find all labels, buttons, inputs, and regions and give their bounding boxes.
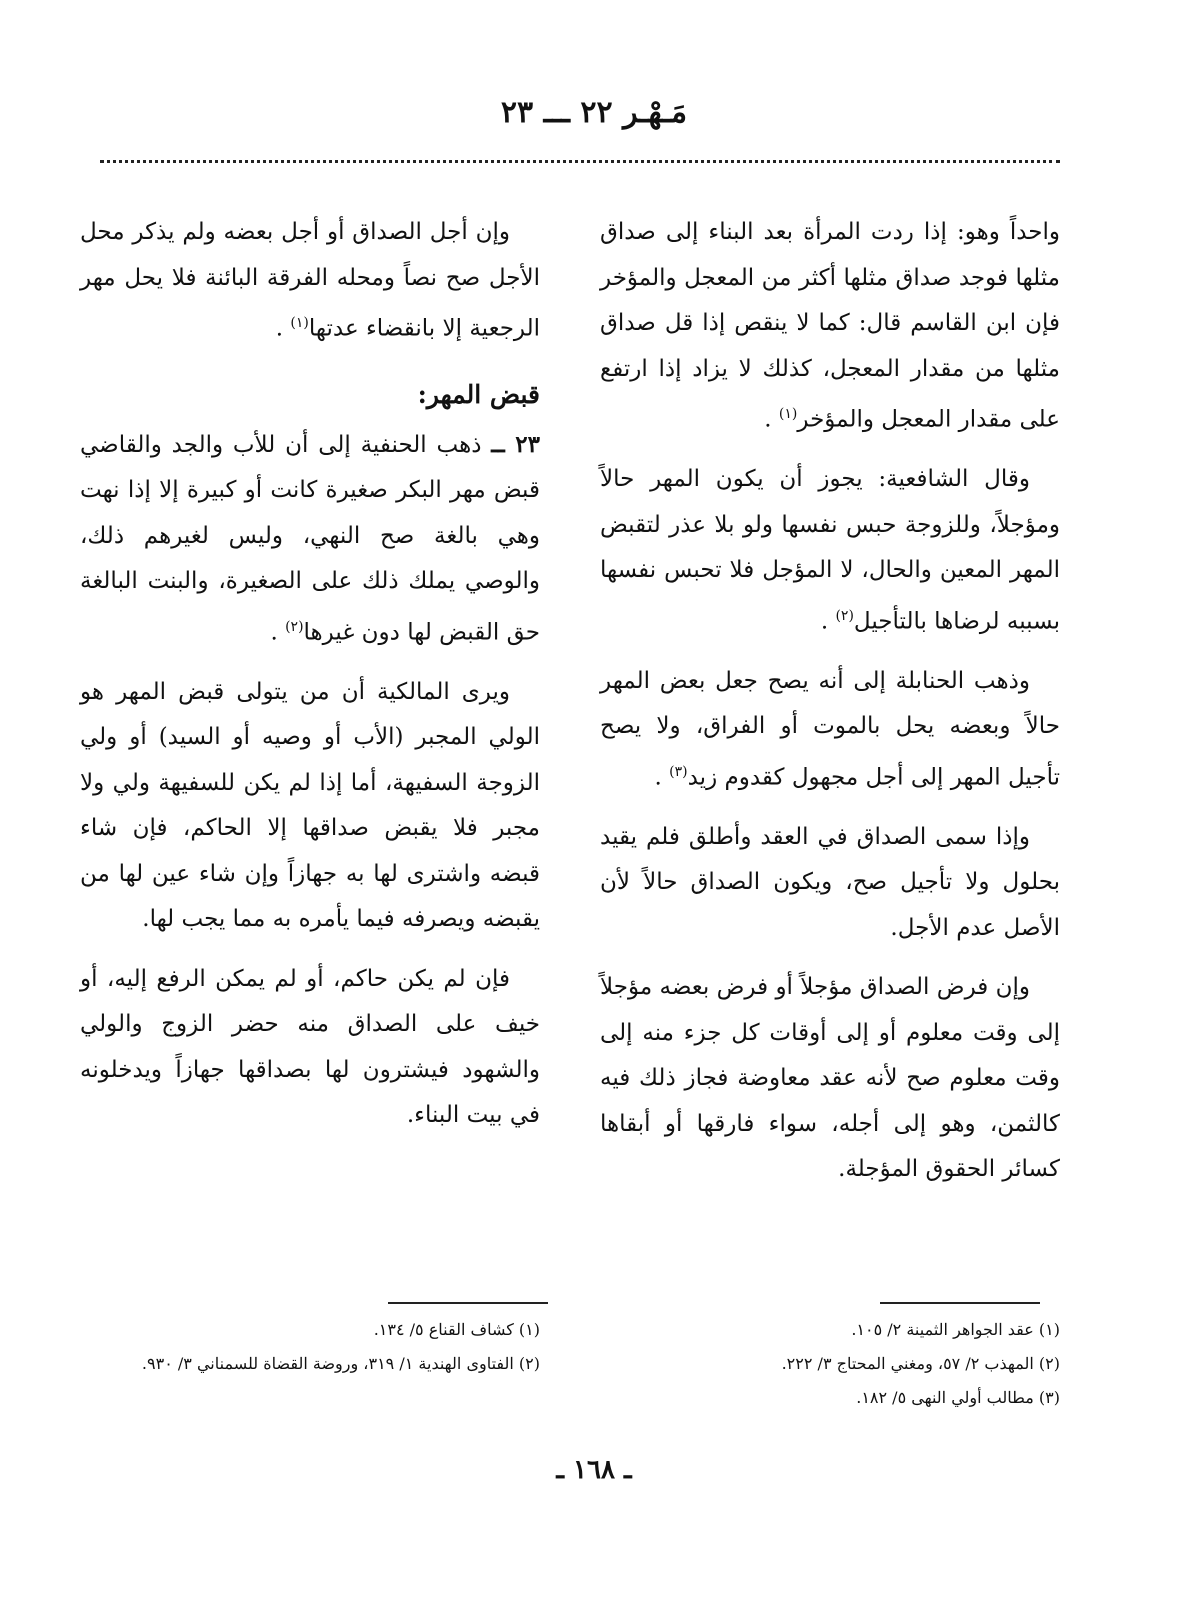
footnote-item: (٢) الفتاوى الهندية ١/ ٣١٩، وروضة القضاة للسمناني ٣/ ٩٣٠. — [141, 1354, 540, 1373]
paragraph-text: ذهب الحنفية إلى أن للأب والجد والقاضي قبض مهر البكر صغيرة كانت أو كبيرة إلا إذا نهت وهي بالغة صح النهي، وليس لغيرهم ذلك، والوصي يملك ذلك على الصغيرة، والبنت البالغة حق القبض لها دون غيرها — [80, 431, 540, 646]
paragraph: ٢٣ ــ ذهب الحنفية إلى أن للأب والجد والقاضي قبض مهر البكر صغيرة كانت أو كبيرة إلا إذا نهت وهي بالغة صح النهي، وليس لغيرهم ذلك، والوصي يملك ذلك على الصغيرة، والبنت البالغة حق القبض لها دون غيرها$^{(٢)}$ . — [80, 430, 541, 646]
page-header — [0, 95, 1188, 130]
paragraph: وإن أجل الصداق أو أجل بعضه ولم يذكر محل الأجل صح نصاً ومحله الفرقة البائنة فلا يحل مهر الرجعية إلا بانقضاء عدتها$^{(١)}$ . — [80, 219, 540, 342]
paragraph-text: وإن أجل الصداق أو أجل بعضه ولم يذكر محل الأجل صح نصاً ومحله الفرقة البائنة فلا يحل مهر الرجعية إلا بانقضاء عدتها — [80, 219, 540, 342]
paragraph: وذهب الحنابلة إلى أنه يصح جعل بعض المهر حالاً وبعضه يحل بالموت أو الفراق، ولا يصح تأجيل المهر إلى أجل مجهول كقدوم زيد$^{(٣)}$ . — [600, 667, 1060, 791]
page-number: ـ ١٦٨ ـ — [556, 1455, 632, 1485]
footnotes-left — [80, 1315, 540, 1383]
footnote-item: (١) كشاف القناع ٥/ ١٣٤. — [373, 1320, 540, 1339]
paragraph: وقال الشافعية: يجوز أن يكون المهر حالاً ومؤجلاً، وللزوجة حبس نفسها ولو بلا عذر لتقبض المهر المعين والحال، لا المؤجل فلا تحبس نفسها بسببه لرضاها بالتأجيل$^{(٢)}$ . — [600, 466, 1060, 635]
footnotes-right — [600, 1315, 1060, 1417]
footnote-divider — [388, 1302, 548, 1304]
footnote-divider — [880, 1302, 1040, 1304]
paragraph-text: وذهب الحنابلة إلى أنه يصح جعل بعض المهر حالاً وبعضه يحل بالموت أو الفراق، ولا يصح تأجيل المهر إلى أجل مجهول كقدوم زيد — [600, 667, 1060, 791]
paragraph-text: واحداً وهو: إذا ردت المرأة بعد البناء إلى صداق مثلها فوجد صداق مثلها أكثر من المعجل والمؤخر فإن ابن القاسم قال: كما لا ينقص إذا قل صداق مثلها من مقدار المعجل، كذلك لا يزاد إذا ارتفع على مقدار المعجل والمؤخر — [600, 219, 1060, 433]
header-dotted-rule — [100, 160, 1060, 163]
footnote-item: (١) عقد الجواهر الثمينة ٢/ ١٠٥. — [851, 1320, 1060, 1339]
section-heading: قبض المهر: — [417, 380, 540, 410]
paragraph: فإن لم يكن حاكم، أو لم يمكن الرفع إليه، أو خيف على الصداق منه حضر الزوج والولي والشهود فيشترون لها بصداقها جهازاً ويدخلونه في بيت البناء. — [80, 965, 540, 1129]
header-title: مَـهْـر ٢٢ ـــ ٢٣ — [500, 95, 688, 130]
footnote-ref[interactable]: (٢) — [285, 618, 304, 635]
paragraph-text: وقال الشافعية: يجوز أن يكون المهر حالاً ومؤجلاً، وللزوجة حبس نفسها ولو بلا عذر لتقبض المهر المعين والحال، لا المؤجل فلا تحبس نفسها بسببه لرضاها بالتأجيل — [600, 466, 1060, 635]
footnote-ref[interactable]: (١) — [290, 315, 309, 331]
paragraph-number: ٢٣ ــ — [491, 430, 541, 458]
left-column — [80, 210, 540, 1153]
paragraph: ويرى المالكية أن من يتولى قبض المهر هو الولي المجبر (الأب أو وصيه أو السيد) أو ولي الزوجة السفيهة، أما إذا لم يكن للسفيهة ولي ولا مجبر فلا يقبض صداقها إلا الحاكم، فإن شاء قبضه واشترى لها به جهازاً وإن شاء عين لها من يقبضه ويصرفه فيما يأمره به مما يجب لها. — [80, 678, 540, 933]
right-column — [600, 210, 1060, 1207]
footnote-item: (٣) مطالب أولي النهى ٥/ ١٨٢. — [856, 1388, 1060, 1407]
footnote-item: (٢) المهذب ٢/ ٥٧، ومغني المحتاج ٣/ ٢٢٢. — [781, 1354, 1060, 1373]
paragraph: واحداً وهو: إذا ردت المرأة بعد البناء إلى صداق مثلها فوجد صداق مثلها أكثر من المعجل والمؤخر فإن ابن القاسم قال: كما لا ينقص إذا قل صداق مثلها من مقدار المعجل، كذلك لا يزاد إذا ارتفع على مقدار المعجل والمؤخر$^{(١)}$ . — [600, 219, 1060, 433]
footnote-ref[interactable]: (١) — [778, 406, 798, 422]
paragraph: وإذا سمى الصداق في العقد وأطلق فلم يقيد بحلول ولا تأجيل صح، ويكون الصداق حالاً لأن الأصل عدم الأجل. — [600, 823, 1060, 941]
footnote-ref[interactable]: (٣) — [669, 763, 688, 780]
footnote-ref[interactable]: (٢) — [835, 607, 854, 624]
paragraph: وإن فرض الصداق مؤجلاً أو فرض بعضه مؤجلاً إلى وقت معلوم أو إلى أوقات كل جزء منه إلى وقت معلوم صح لأنه عقد معاوضة فجاز ذلك فيه كالثمن، وهو إلى أجله، سواء فارقها أو أبقاها كسائر الحقوق المؤجلة. — [600, 974, 1060, 1183]
